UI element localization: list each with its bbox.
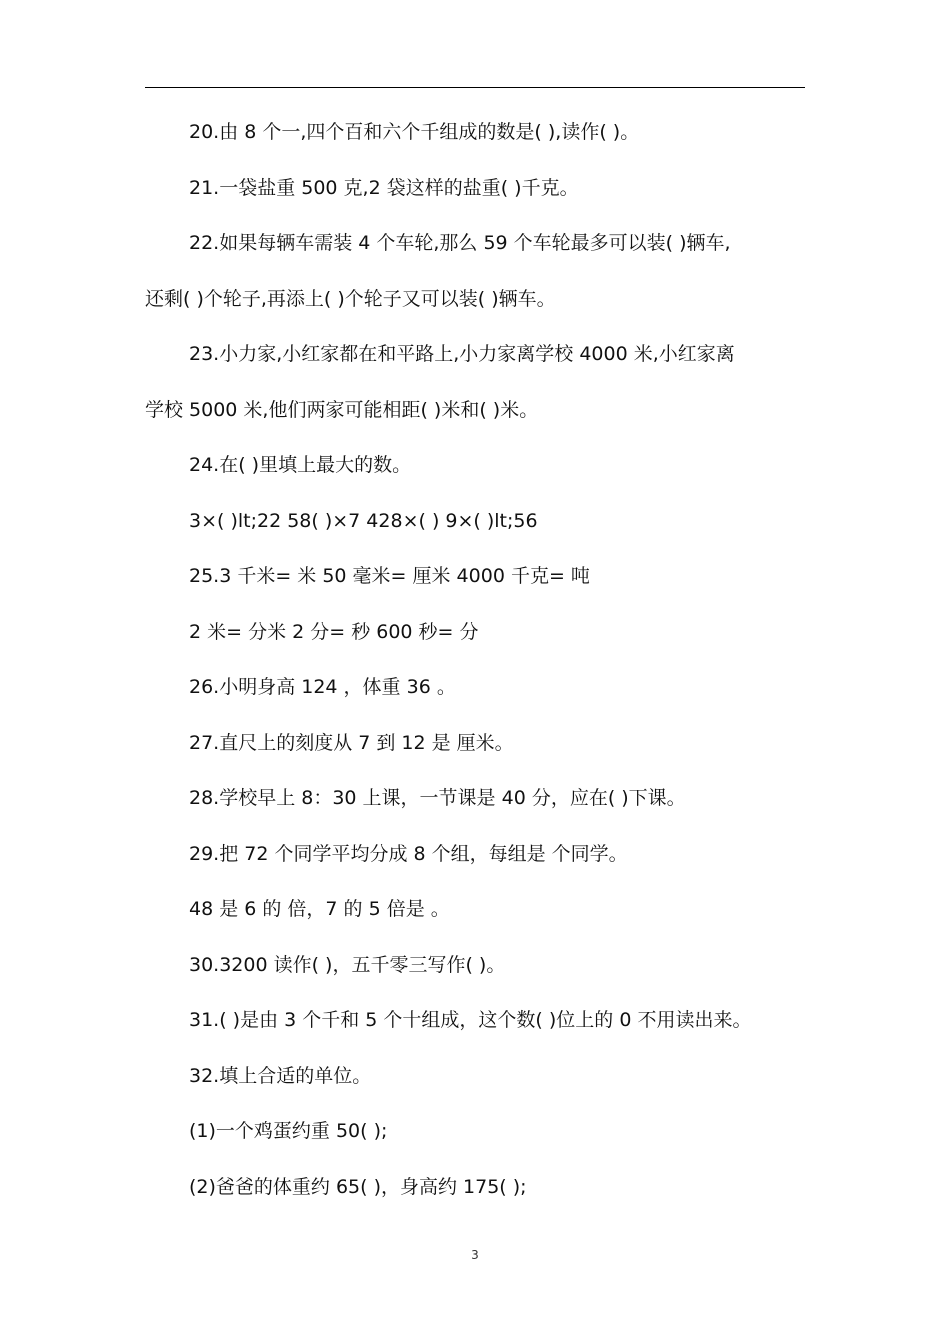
question-23-line-2: 学校 5000 米,他们两家可能相距( )米和( )米。 bbox=[145, 398, 539, 421]
question-28: 28.学校早上 8：30 上课，一节课是 40 分，应在( )下课。 bbox=[189, 787, 686, 809]
question-25-line-1: 25.3 千米= 米 50 毫米= 厘米 4000 千克= 吨 bbox=[189, 565, 590, 587]
question-32: 32.填上合适的单位。 bbox=[189, 1064, 372, 1087]
question-21: 21.一袋盐重 500 克,2 袋这样的盐重( )千克。 bbox=[189, 176, 579, 199]
question-27: 27.直尺上的刻度从 7 到 12 是 厘米。 bbox=[189, 731, 514, 754]
question-32-item-1: (1)一个鸡蛋约重 50( ); bbox=[189, 1120, 388, 1142]
question-24-items: 3×( )lt;22 58( )×7 428×( ) 9×( )lt;56 bbox=[189, 509, 538, 532]
question-22-line-1: 22.如果每辆车需装 4 个车轮,那么 59 个车轮最多可以装( )辆车, bbox=[189, 232, 731, 254]
header-rule bbox=[145, 87, 805, 88]
question-26: 26.小明身高 124 ，体重 36 。 bbox=[189, 676, 456, 698]
question-25-line-2: 2 米= 分米 2 分= 秒 600 秒= 分 bbox=[189, 620, 479, 643]
question-31: 31.( )是由 3 个千和 5 个十组成，这个数( )位上的 0 不用读出来。 bbox=[189, 1009, 752, 1031]
page-number: 3 bbox=[471, 1248, 479, 1262]
question-29-line-2: 48 是 6 的 倍，7 的 5 倍是 。 bbox=[189, 898, 450, 920]
question-29-line-1: 29.把 72 个同学平均分成 8 个组，每组是 个同学。 bbox=[189, 842, 628, 865]
question-23-line-1: 23.小力家,小红家都在和平路上,小力家离学校 4000 米,小红家离 bbox=[189, 343, 735, 365]
question-24: 24.在( )里填上最大的数。 bbox=[189, 454, 412, 476]
question-30: 30.3200 读作( )，五千零三写作( )。 bbox=[189, 953, 506, 976]
question-20: 20.由 8 个一,四个百和六个千组成的数是( ),读作( )。 bbox=[189, 121, 640, 143]
document-body bbox=[145, 118, 813, 1201]
question-32-item-2: (2)爸爸的体重约 65( )，身高约 175( ); bbox=[189, 1175, 527, 1198]
question-22-line-2: 还剩( )个轮子,再添上( )个轮子又可以装( )辆车。 bbox=[145, 287, 556, 310]
